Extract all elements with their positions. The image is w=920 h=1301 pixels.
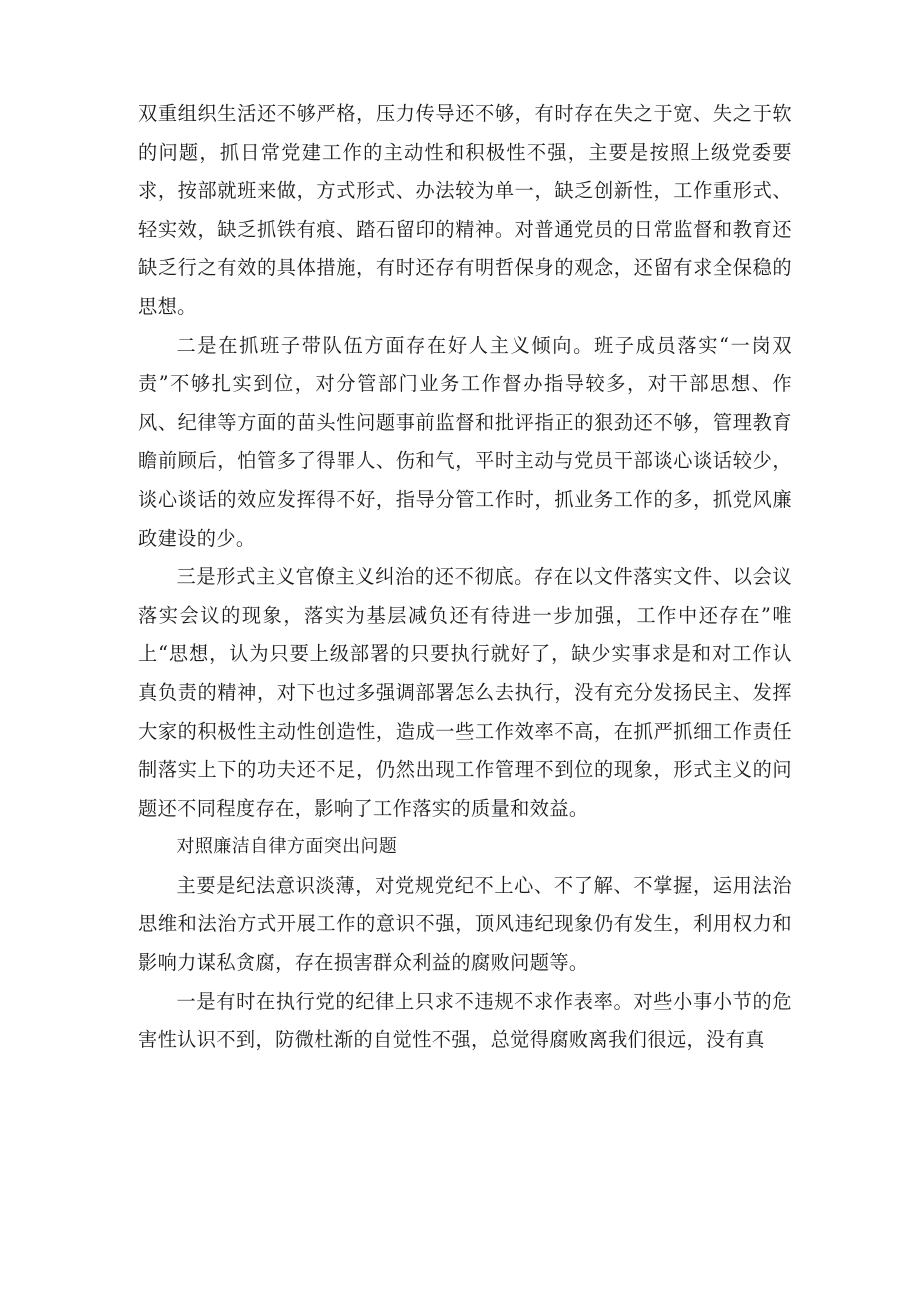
section-heading-integrity: 对照廉洁自律方面突出问题 (176, 836, 398, 858)
paragraph-party-life-discipline: 双重组织生活还不够严格，压力传导还不够，有时存在失之于宽、失之于软的问题，抓日常党建工作的主动性和积极性不强，主要是按照上级党委要求，按部就班来做，方式形式、办法较为单一，缺乏创新性，工作重形式、轻实效，缺乏抓铁有痕、踏石留印的精神。对普通党员的日常监督和教育还缺乏行之有效的具体措施，有时还存有明哲保身的观念，还留有求全保稳的思想。 (138, 102, 792, 318)
paragraph-discipline-awareness: 主要是纪法意识淡薄，对党规党纪不上心、不了解、不掌握，运用法治思维和法治方式开展工作的意识不强，顶风违纪现象仍有发生，利用权力和影响力谋私贪腐，存在损害群众利益的腐败问题等。 (138, 873, 792, 975)
paragraph-team-leadership: 二是在抓班子带队伍方面存在好人主义倾向。班子成员落实“一岗双责”不够扎实到位，对分管部门业务工作督办指导较多，对干部思想、作风、纪律等方面的苗头性问题事前监督和批评指正的狠劲还不够，管理教育瞻前顾后，怕管多了得罪人、伤和气，平时主动与党员干部谈心谈话较少，谈心谈话的效应发挥得不好，指导分管工作时，抓业务工作的多，抓党风廉政建设的少。 (138, 333, 792, 550)
paragraph-formalism-bureaucratism: 三是形式主义官僚主义纠治的还不彻底。存在以文件落实文件、以会议落实会议的现象，落实为基层减负还有待进一步加强，工作中还存在”唯上“思想，认为只要上级部署的只要执行就好了，缺少实事求是和对工作认真负责的精神，对下也过多强调部署怎么去执行，没有充分发扬民主、发挥大家的积极性主动性创造性，造成一些工作效率不高，在抓严抓细工作责任制落实上下的功夫还不足，仍然出现工作管理不到位的现象，形式主义的问题还不同程度存在，影响了工作落实的质量和效益。 (138, 565, 792, 820)
paragraph-discipline-execution: 一是有时在执行党的纪律上只求不违规不求作表率。对些小事小节的危害性认识不到，防微杜渐的自觉性不强，总觉得腐败离我们很远，没有真 (138, 989, 792, 1052)
document-body (138, 95, 792, 1060)
